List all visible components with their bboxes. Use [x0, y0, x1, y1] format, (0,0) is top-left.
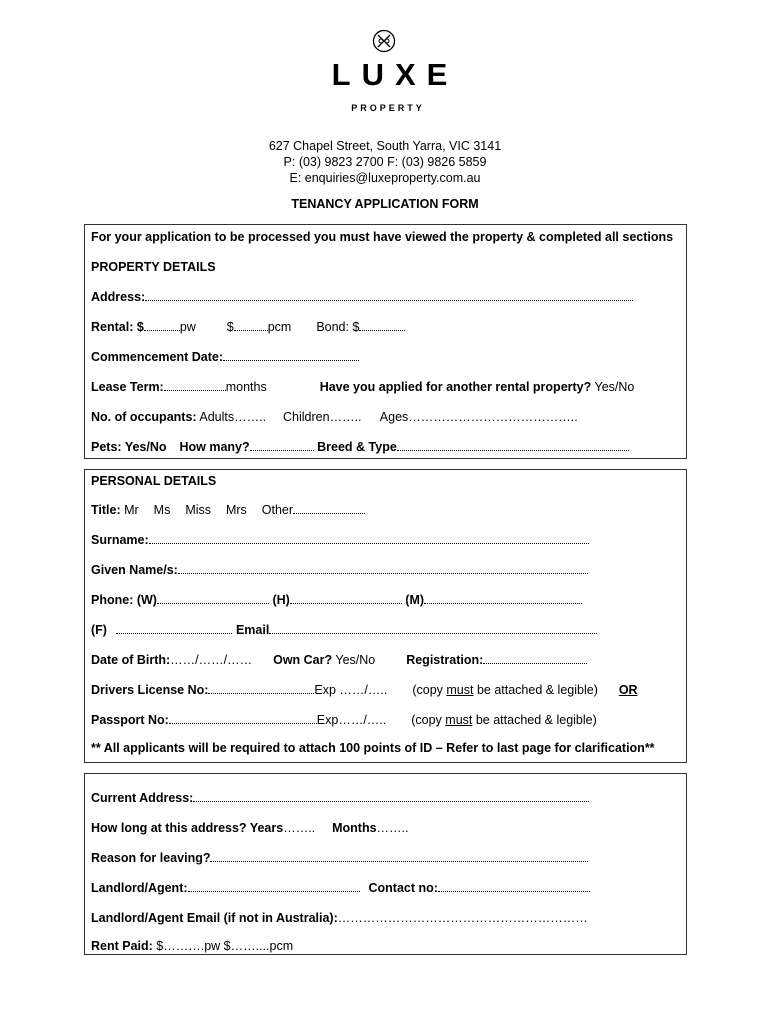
lease-field[interactable]: [164, 380, 226, 391]
phone-w-label: (W): [136, 593, 157, 607]
viewing-notice: For your application to be processed you must have viewed the property & completed all sections: [91, 230, 674, 244]
registration-field[interactable]: [483, 653, 587, 664]
surname-row: [91, 533, 589, 547]
own-car-label: Own Car?: [273, 653, 333, 667]
rental-pcm-dollar: $: [226, 320, 234, 334]
given-name-field[interactable]: [178, 563, 588, 574]
children-field[interactable]: Children……..: [283, 410, 362, 424]
registration-label: Registration:: [406, 653, 484, 667]
lease-row: [91, 380, 634, 394]
phone-row: [91, 593, 582, 607]
how-many-field[interactable]: [250, 440, 314, 451]
given-name-row: [91, 563, 588, 577]
passport-field[interactable]: [169, 713, 317, 724]
address-row: [91, 290, 633, 304]
passport-label: Passport No:: [91, 713, 169, 727]
license-row: [91, 683, 638, 697]
personal-details-section: [84, 469, 687, 763]
rent-paid-row: [91, 939, 293, 953]
rental-row: [91, 320, 405, 334]
title-other-field[interactable]: [293, 503, 365, 514]
logo-wordmark: LUXE: [331, 57, 459, 92]
rental-pcm-unit: pcm: [267, 320, 292, 334]
landlord-label: Landlord/Agent:: [91, 881, 188, 895]
email-label: Email: [235, 623, 270, 637]
phone-m-label: (M): [405, 593, 425, 607]
breed-label: Breed & Type: [317, 440, 397, 454]
current-address-field[interactable]: [193, 791, 589, 802]
landlord-email-label: Landlord/Agent Email (if not in Australia):: [91, 911, 338, 925]
applied-question: Have you applied for another rental property?: [319, 380, 592, 394]
license-exp-field[interactable]: Exp ……/…..: [314, 683, 388, 697]
breed-field[interactable]: [397, 440, 629, 451]
phone-h-label: (H): [272, 593, 290, 607]
how-many-label: How many?: [179, 440, 250, 454]
phone-m-field[interactable]: [424, 593, 582, 604]
ages-field[interactable]: Ages…………………………………..: [379, 410, 578, 424]
rental-label: Rental:: [91, 320, 134, 334]
dob-label: Date of Birth:: [91, 653, 171, 667]
rental-pw-unit: pw: [179, 320, 196, 334]
months-label: Months: [332, 821, 377, 835]
fax-email-row: [91, 623, 597, 637]
title-option-mrs[interactable]: Mrs: [225, 503, 247, 517]
lease-label: Lease Term:: [91, 380, 164, 394]
months-field[interactable]: ……..: [376, 821, 409, 835]
fax-field[interactable]: [116, 623, 232, 634]
landlord-email-row: [91, 911, 588, 925]
contact-no-label: Contact no:: [368, 881, 438, 895]
license-label: Drivers License No:: [91, 683, 209, 697]
rent-paid-label: Rent Paid:: [91, 939, 153, 953]
fax-label: (F): [91, 623, 107, 637]
form-title: TENANCY APPLICATION FORM: [291, 197, 479, 211]
title-option-miss[interactable]: Miss: [185, 503, 212, 517]
address-label: Address:: [91, 290, 146, 304]
logo-emblem-icon: [372, 29, 396, 53]
property-details-section: [84, 224, 687, 459]
landlord-field[interactable]: [188, 881, 360, 892]
residence-section: [84, 773, 687, 955]
contact-phone: P: (03) 9823 2700 F: (03) 9826 5859: [283, 155, 487, 169]
phone-h-field[interactable]: [290, 593, 402, 604]
given-name-label: Given Name/s:: [91, 563, 178, 577]
current-address-label: Current Address:: [91, 791, 194, 805]
passport-row: [91, 713, 597, 727]
address-field[interactable]: [145, 290, 633, 301]
own-car-options[interactable]: Yes/No: [335, 653, 376, 667]
phone-label: Phone:: [91, 593, 134, 607]
surname-label: Surname:: [91, 533, 149, 547]
commencement-field[interactable]: [223, 350, 359, 361]
personal-details-heading: PERSONAL DETAILS: [91, 474, 217, 488]
pets-label[interactable]: Pets: Yes/No: [91, 440, 167, 454]
current-address-row: [91, 791, 589, 805]
reason-row: [91, 851, 588, 865]
title-row: [91, 503, 365, 517]
dob-row: [91, 653, 587, 667]
reason-field[interactable]: [210, 851, 588, 862]
years-field[interactable]: ……..: [283, 821, 316, 835]
logo-subtitle: PROPERTY: [351, 103, 425, 113]
landlord-row: [91, 881, 590, 895]
rental-dollar: $: [136, 320, 144, 334]
contact-email: E: enquiries@luxeproperty.com.au: [289, 171, 481, 185]
title-option-ms[interactable]: Ms: [153, 503, 171, 517]
title-label: Title:: [91, 503, 121, 517]
rent-paid-field[interactable]: $……….pw $……....pcm: [156, 939, 294, 953]
landlord-email-field[interactable]: ……………………………………………………: [337, 911, 588, 925]
license-copy-note: (copy must be attached & legible): [412, 683, 598, 697]
passport-copy-note: (copy must be attached & legible): [411, 713, 597, 727]
title-option-other[interactable]: Other: [261, 503, 294, 517]
dob-field[interactable]: ……/……/……: [170, 653, 253, 667]
rental-pcm-field[interactable]: [234, 320, 268, 331]
email-field[interactable]: [269, 623, 597, 634]
how-long-row: [91, 821, 409, 835]
applied-options[interactable]: Yes/No: [594, 380, 635, 394]
phone-w-field[interactable]: [157, 593, 269, 604]
occupants-label: No. of occupants:: [91, 410, 197, 424]
occupants-row: [91, 410, 578, 424]
passport-exp-field[interactable]: Exp……/…..: [316, 713, 387, 727]
reason-label: Reason for leaving?: [91, 851, 211, 865]
bond-field[interactable]: [359, 320, 405, 331]
license-field[interactable]: [208, 683, 314, 694]
contact-no-field[interactable]: [438, 881, 590, 892]
pets-row: [91, 440, 629, 454]
surname-field[interactable]: [149, 533, 589, 544]
property-details-heading: PROPERTY DETAILS: [91, 260, 216, 274]
or-label: OR: [618, 683, 638, 697]
rental-pw-field[interactable]: [144, 320, 180, 331]
id-points-note: ** All applicants will be required to attach 100 points of ID – Refer to last page for clarification**: [91, 741, 655, 755]
commencement-label: Commencement Date:: [91, 350, 223, 364]
title-option-mr[interactable]: Mr: [124, 503, 139, 517]
adults-field[interactable]: Adults……..: [199, 410, 267, 424]
bond-label: Bond: $: [316, 320, 360, 334]
how-long-label: How long at this address? Years: [91, 821, 284, 835]
commencement-row: [91, 350, 359, 364]
contact-address: 627 Chapel Street, South Yarra, VIC 3141: [268, 139, 502, 153]
lease-months-unit: months: [225, 380, 267, 394]
